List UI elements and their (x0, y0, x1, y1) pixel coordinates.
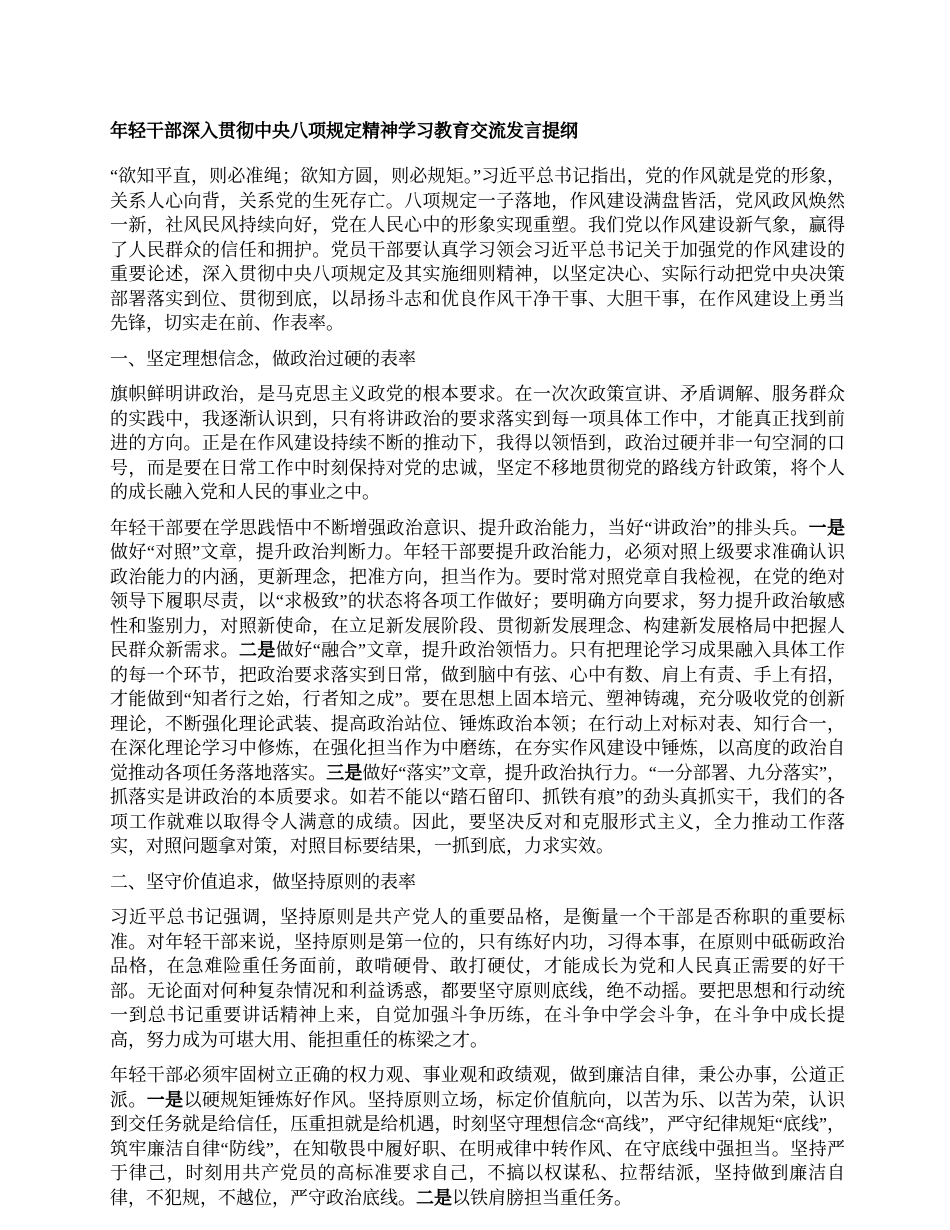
text-run: 做好“对照”文章，提升政治判断力。年轻干部要提升政治能力，必须对照上级要求准确认识政治能力的内涵，更新理念，把准方向，担当作为。要时常对照党章自我检视，在党的绝对领导下履职尽责，以“求极致”的状态将各项工作做好；要明确方向要求，努力提升政治敏感性和鉴别力，对照新使命，在立足新发展阶段、贯彻新发展理念、构建新发展格局中把握人民群众新需求。 (110, 542, 845, 660)
paragraph (110, 516, 845, 859)
paragraph (110, 164, 845, 336)
text-run: “欲知平直，则必准绳；欲知方圆，则必规矩。”习近平总书记指出，党的作风就是党的形象，关系人心向背，关系党的生死存亡。八项规定一子落地，作风建设满盘皆活，党风政风焕然一新，社风民风持续向好，党在人民心中的形象实现重塑。我们党以作风建设新气象，赢得了人民群众的信任和拥护。党员干部要认真学习领会习近平总书记关于加强党的作风建设的重要论述，深入贯彻中央八项规定及其实施细则精神，以坚定决心、实际行动把党中央决策部署落实到位、贯彻到底，以昂扬斗志和优良作风干净干事、大胆干事，在作风建设上勇当先锋，切实走在前、作表率。 (110, 166, 845, 333)
text-run: 做好“融合”文章，提升政治领悟力。只有把理论学习成果融入具体工作的每一个环节，把政治要求落实到日常，做到脑中有弦、心中有数、肩上有责、手上有招，才能做到“知者行之始，行者知之成”。要在思想上固本培元、塑神铸魂，充分吸收党的创新理论，不断强化理论武装、提高政治站位、锤炼政治本领；在行动上对标对表、知行合一，在深化理论学习中修炼，在强化担当作为中磨练，在夯实作风建设中锤炼，以高度的政治自觉推动各项任务落地落实。 (110, 640, 846, 783)
emphasis-text: 三是 (326, 762, 363, 783)
paragraph (110, 382, 845, 505)
section-heading (110, 870, 845, 895)
emphasis-text: 二是 (416, 1187, 452, 1208)
document-title: 年轻干部深入贯彻中央八项规定精神学习教育交流发言提纲 (110, 121, 578, 141)
paragraph (110, 905, 845, 1052)
text-run: 习近平总书记强调，坚持原则是共产党人的重要品格，是衡量一个干部是否称职的重要标准。对年轻干部来说，坚持原则是第一位的，只有练好内功，习得本事，在原则中砥砺政治品格，在急难险重任务面前，敢啃硬骨、敢打硬仗，才能成长为党和人民真正需要的好干部。无论面对何种复杂情况和利益诱惑，都要坚守原则底线，绝不动摇。要把思想和行动统一到总书记重要讲话精神上来，自觉加强斗争历练，在斗争中学会斗争，在斗争中成长提高，努力成为可堪大用、能担重任的栋梁之才。 (110, 907, 845, 1050)
document-body (110, 164, 845, 1210)
section-heading (110, 347, 845, 372)
text-run: 以硬规矩锤炼好作风。坚持原则立场，标定价值航向，以苦为乐、以苦为荣，认识到交任务就是给信任，压重担就是给机遇，时刻坚守理想信念“高线”，严守纪律规矩“底线”，筑牢廉洁自律“防线”，在知敬畏中履好职、在明戒律中转作风、在守底线中强担当。坚持严于律己，时刻用共产党员的高标准要求自己，不搞以权谋私、拉帮结派，坚持做到廉洁自律，不犯规，不越位，严守政治底线。 (110, 1089, 846, 1208)
text-run: 一、坚定理想信念，做政治过硬的表率 (110, 348, 416, 369)
text-run: 旗帜鲜明讲政治，是马克思主义政党的根本要求。在一次次政策宣讲、矛盾调解、服务群众的实践中，我逐渐认识到，只有将讲政治的要求落实到每一项具体工作中，才能真正找到前进的方向。正是在作风建设持续不断的推动下，我得以领悟到，政治过硬并非一句空洞的口号，而是要在日常工作中时刻保持对党的忠诚，坚定不移地贯彻党的路线方针政策，将个人的成长融入党和人民的事业之中。 (110, 384, 845, 502)
text-run: 年轻干部必须牢固树立正确的权力观、事业观和政绩观，做到廉洁自律，秉公办事，公道正派。 (110, 1065, 845, 1110)
emphasis-text: 一是 (808, 517, 846, 538)
text-run: 年轻干部要在学思践悟中不断增强政治意识、提升政治能力，当好“讲政治”的排头兵。 (110, 517, 809, 538)
emphasis-text: 一是 (146, 1089, 184, 1110)
text-run: 做好“落实”文章，提升政治执行力。“一分部署、九分落实”，抓落实是讲政治的本质要求。如若不能以“踏石留印、抓铁有痕”的劲头真抓实干，我们的各项工作就难以取得令人满意的成绩。因此，要坚决反对和克服形式主义，全力推动工作落实，对照问题拿对策，对照目标要结果，一抓到底，力求实效。 (110, 762, 846, 856)
emphasis-text: 二是 (238, 640, 276, 660)
paragraph (110, 1063, 845, 1210)
text-run: 以铁肩膀担当重任务。 (452, 1187, 632, 1208)
text-run: 二、坚守价值追求，做坚持原则的表率 (110, 871, 416, 892)
